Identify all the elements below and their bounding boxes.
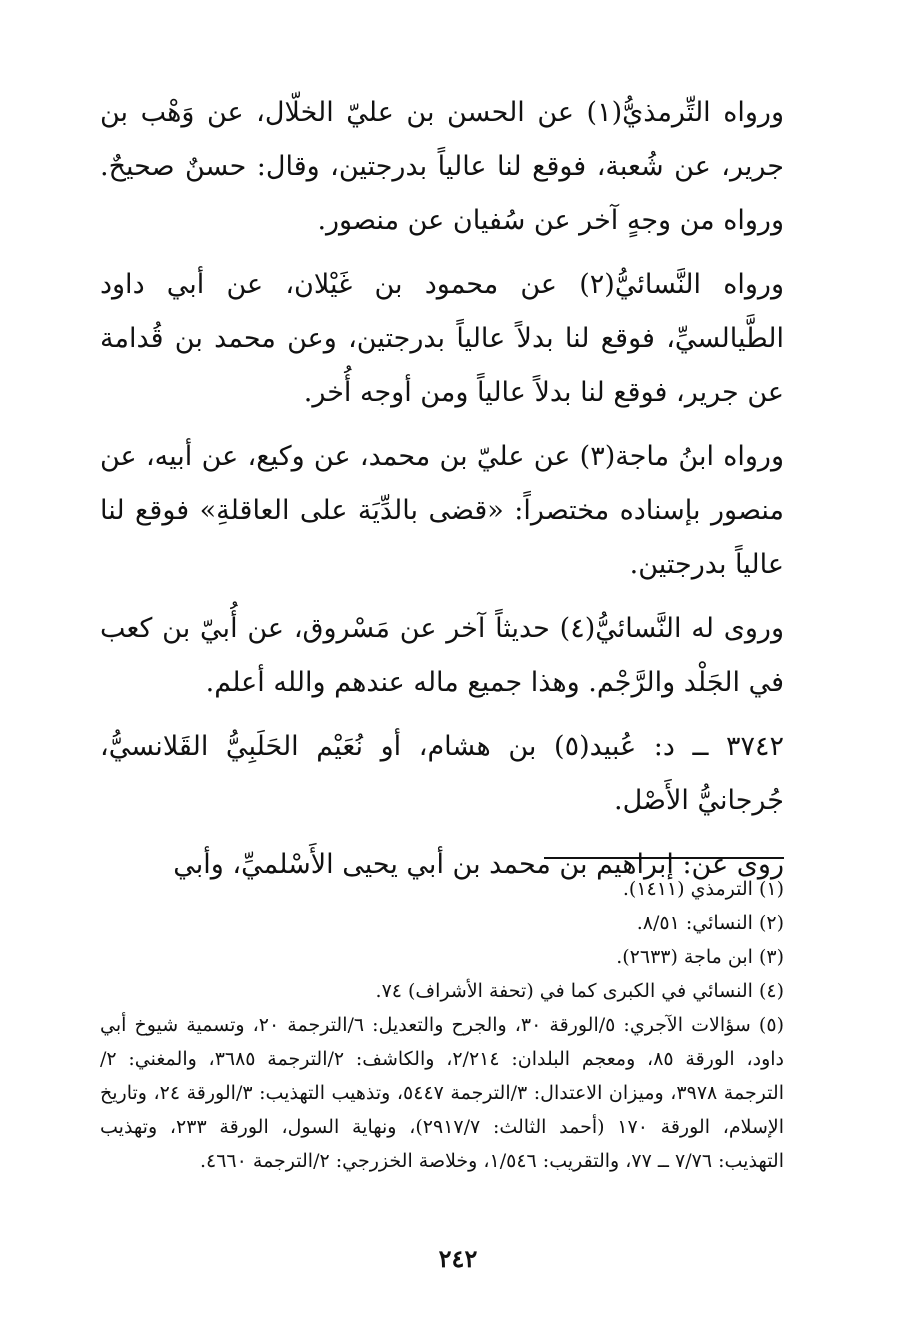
paragraph-tirmidhi: ورواه التِّرمذيُّ(١) عن الحسن بن عليّ الخلّال، عن وَهْب بن جرير، عن شُعبة، فوقع لنا عالياً بدرجتين، وقال: حسنٌ صحيحٌ. ورواه من وجهٍ آخر عن سُفيان عن منصور. <box>100 97 784 236</box>
footnotes <box>100 872 784 1178</box>
footnote-separator <box>544 857 784 859</box>
main-text <box>100 86 784 892</box>
footnote-3: (٣) ابن ماجة (٢٦٣٣). <box>616 946 784 968</box>
footnote-2: (٢) النسائي: ٨/٥١. <box>636 912 784 934</box>
paragraph-ibn-majah: ورواه ابنُ ماجة(٣) عن عليّ بن محمد، عن وكيع، عن أبيه، عن منصور بإسناده مختصراً: «قضى بالدِّيَة على العاقلةِ» فوقع لنا عالياً بدرجتين. <box>100 441 784 580</box>
page-number: ٢٤٢ <box>438 1244 478 1273</box>
paragraph-nasai-second: وروى له النَّسائيُّ(٤) حديثاً آخر عن مَسْروق، عن أُبيّ بن كعب في الجَلْد والرَّجْم. وهذا جميع ماله عندهم والله أعلم. <box>100 613 785 698</box>
footnote-4: (٤) النسائي في الكبرى كما في (تحفة الأشراف) ٧٤. <box>375 980 784 1002</box>
paragraph-narrated-from: روى عن: إبراهيم بن محمد بن أبي يحيى الأَسْلميِّ، وأبي <box>173 849 784 880</box>
entry-heading-3742: ٣٧٤٢ ــ د: عُبيد(٥) بن هشام، أو نُعَيْم الحَلَبِيُّ القَلانسيُّ، جُرجانيُّ الأَصْل. <box>100 731 784 816</box>
footnote-1: (١) الترمذي (١٤١١). <box>622 878 784 900</box>
footnote-5: (٥) سؤالات الآجري: ٥/الورقة ٣٠، والجرح والتعديل: ٦/الترجمة ٢٠، وتسمية شيوخ أبي داود، الورقة ٨٥، ومعجم البلدان: ٢/٢١٤، والكاشف: ٢/الترجمة ٣٦٨٥، والمغني: ٢/الترجمة ٣٩٧٨، وميزان الاعتدال: ٣/الترجمة ٥٤٤٧، وتذهيب التهذيب: ٣/الورقة ٢٤، وتاريخ الإسلام، الورقة ١٧٠ (أحمد الثالث: ٢٩١٧/٧)، ونهاية السول، الورقة ٢٣٣، وتهذيب التهذيب: ٧/٧٦ ــ ٧٧، والتقريب: ١/٥٤٦، وخلاصة الخزرجي: ٢/الترجمة ٤٦٦٠. <box>100 1014 785 1172</box>
paragraph-nasai: ورواه النَّسائيُّ(٢) عن محمود بن غَيْلان، عن أبي داود الطَّيالسيِّ، فوقع لنا بدلاً عالياً بدرجتين، وعن محمد بن قُدامة عن جرير، فوقع لنا بدلاً عالياً ومن أوجه أُخر. <box>100 269 784 408</box>
